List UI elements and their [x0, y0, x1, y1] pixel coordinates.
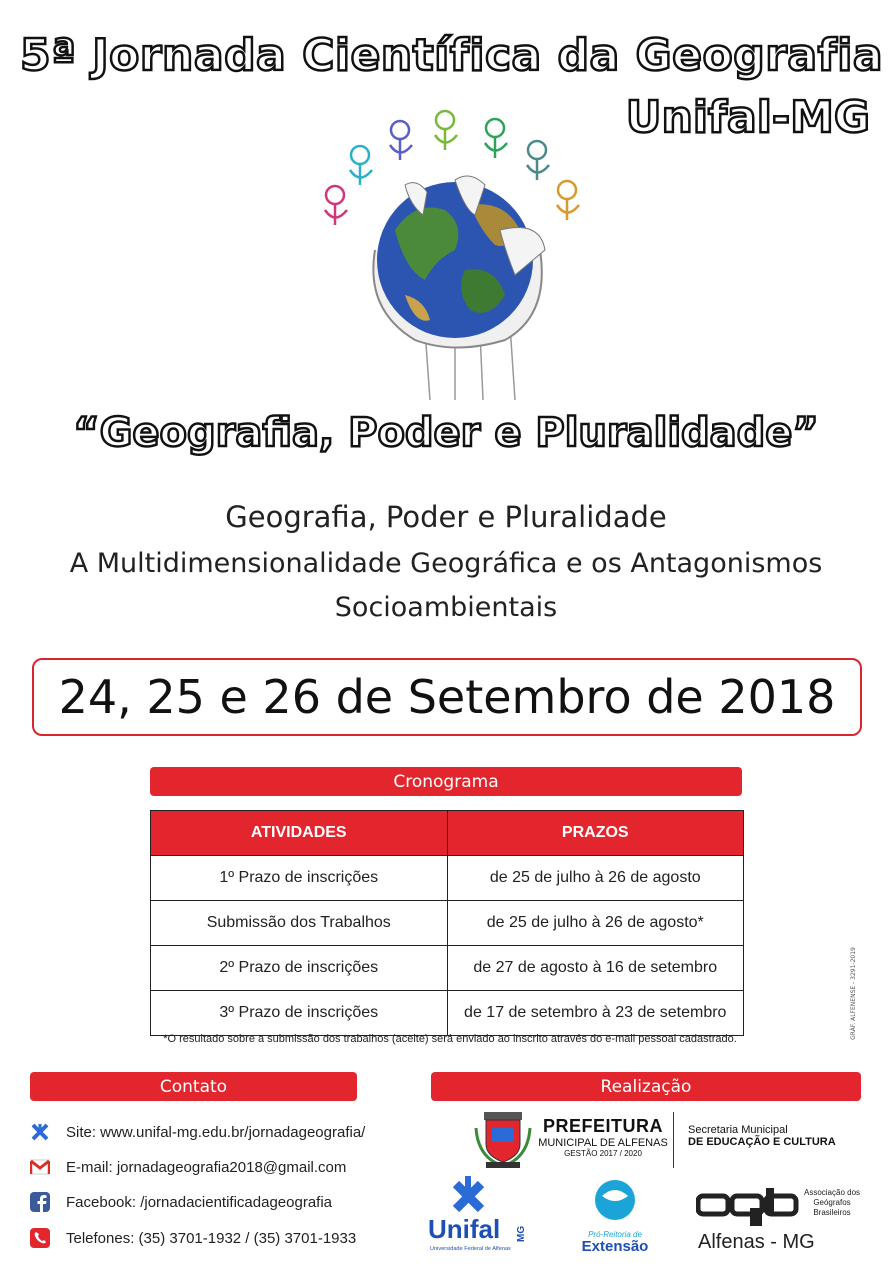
prefeitura-title: PREFEITURA: [542, 1116, 663, 1136]
contact-email[interactable]: [30, 1154, 390, 1180]
activity-cell: Submissão dos Trabalhos: [151, 901, 448, 946]
subtitle-line-1: Geografia, Poder e Pluralidade: [225, 500, 667, 534]
contact-email-text[interactable]: E-mail: jornadageografia2018@gmail.com: [66, 1158, 347, 1176]
theme-quote: “Geografia, Poder e Pluralidade”: [73, 410, 819, 456]
gmail-icon: [30, 1157, 50, 1177]
contact-site[interactable]: [30, 1119, 390, 1145]
agb-logo: [696, 1186, 866, 1256]
alfenas-coat-of-arms-icon: [472, 1108, 534, 1170]
printer-credit-text: GRÁF. ALFENENSE - 3291-2019: [849, 947, 857, 1040]
secretaria-block: [688, 1124, 858, 1148]
table-row: [151, 901, 744, 946]
proex-line-1: Pró-Reitoria de: [588, 1230, 642, 1239]
agb-city: Alfenas - MG: [698, 1231, 815, 1253]
prefeitura-divider: [673, 1112, 674, 1168]
unifal-logo-mg: MG: [516, 1225, 527, 1242]
contact-facebook-text[interactable]: Facebook: /jornadacientificadageografia: [66, 1193, 333, 1211]
phone-icon: [30, 1228, 50, 1248]
agb-line-2: Geógrafos: [813, 1198, 851, 1207]
agb-line-1: Associação dos: [803, 1188, 861, 1197]
prefeitura-subtitle: MUNICIPAL DE ALFENAS: [538, 1137, 668, 1149]
prefeitura-gestao: GESTÃO 2017 / 2020: [564, 1149, 642, 1158]
contact-phone[interactable]: [30, 1225, 390, 1251]
activity-cell: 3º Prazo de inscrições: [151, 991, 448, 1036]
deadline-cell: de 27 de agosto à 16 de setembro: [447, 946, 744, 991]
activity-cell: 1º Prazo de inscrições: [151, 856, 448, 901]
contact-phone-text[interactable]: Telefones: (35) 3701-1932 / (35) 3701-1933: [66, 1229, 357, 1247]
printer-credit: [849, 930, 882, 1060]
event-title: 5ª Jornada Científica da Geografia: [20, 30, 884, 81]
facebook-icon: [30, 1192, 50, 1212]
secretaria-line-1: Secretaria Municipal: [688, 1124, 788, 1136]
unifal-logo: [426, 1176, 536, 1256]
subtitle-line-2: A Multidimensionalidade Geográfica e os Antagonismos: [69, 548, 823, 579]
activity-cell: 2º Prazo de inscrições: [151, 946, 448, 991]
table-row: [151, 991, 744, 1036]
contact-site-text[interactable]: Site: www.unifal-mg.edu.br/jornadageografia/: [66, 1123, 366, 1141]
column-header-prazos: PRAZOS: [447, 811, 744, 856]
deadline-cell: de 17 de setembro à 23 de setembro: [447, 991, 744, 1036]
cronograma-header-bar: Cronograma: [150, 767, 742, 796]
unifal-logo-sub: Universidade Federal de Alfenas: [430, 1246, 511, 1252]
secretaria-line-2: DE EDUCAÇÃO E CULTURA: [688, 1136, 836, 1148]
cronograma-footnote: *O resultado sobre a submissão dos trabalhos (aceite) será enviado ao inscrito através do e-mail pessoal cadastrado.: [163, 1033, 737, 1045]
proex-logo: [570, 1176, 660, 1256]
realizacao-header-bar: Realização: [431, 1072, 861, 1101]
subtitle-line-3: Socioambientais: [334, 592, 558, 623]
globe-hands-illustration: [305, 100, 595, 405]
table-row: [151, 946, 744, 991]
contato-header-bar: Contato: [30, 1072, 357, 1101]
event-title-institution: Unifal-MG: [625, 92, 870, 143]
prefeitura-name-block: [538, 1116, 668, 1158]
column-header-atividades: ATIVIDADES: [151, 811, 448, 856]
table-row: [151, 856, 744, 901]
agb-line-3: Brasileiros: [813, 1208, 851, 1217]
contact-facebook[interactable]: [30, 1189, 390, 1215]
cronograma-table: [150, 810, 744, 1036]
unifal-logo-name: Unifal: [428, 1214, 501, 1244]
table-header-row: [151, 811, 744, 856]
deadline-cell: de 25 de julho à 26 de agosto*: [447, 901, 744, 946]
unifal-icon: [30, 1122, 50, 1142]
event-dates: 24, 25 e 26 de Setembro de 2018: [32, 658, 862, 736]
proex-line-2: Extensão: [581, 1238, 649, 1255]
deadline-cell: de 25 de julho à 26 de agosto: [447, 856, 744, 901]
